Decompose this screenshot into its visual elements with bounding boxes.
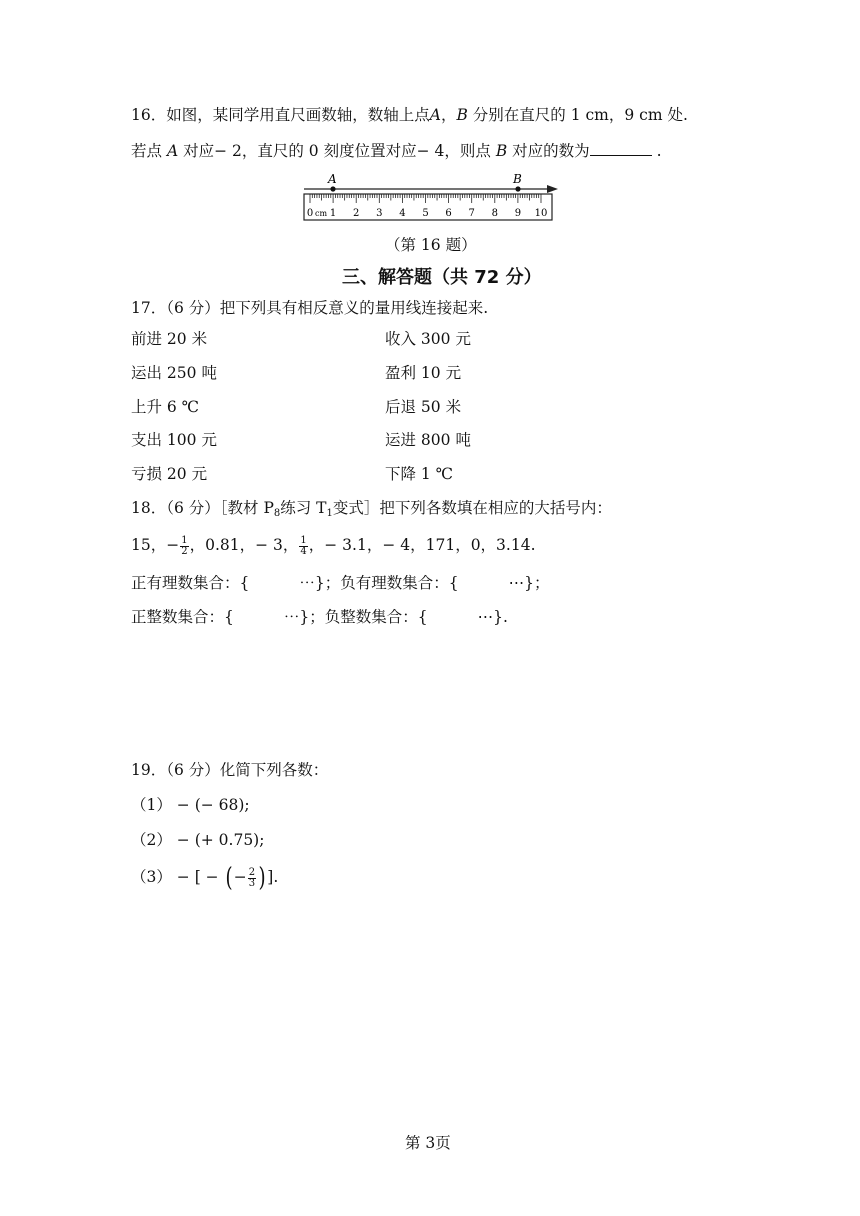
q17-right-item[interactable]: 盈利 10 元 [385,364,462,382]
ruler-tick-label: 10 [534,208,548,219]
q16-caption: （第 16 题） [385,236,477,254]
q16-var-a: A [429,106,441,124]
q19-part3: （3） − [ − (− $\frac{2}{3}$ )]. [131,863,279,893]
q19-part2: （2） − (+ 0.75); [131,831,265,849]
q16-var-b: B [456,106,468,124]
ruler-figure [300,170,562,226]
q17-stem: 17．（6 分）把下列具有相反意义的量用线连接起来. [131,299,489,317]
ruler-tick-label: 0 [306,208,314,219]
ruler-unit-label: cm [315,209,328,218]
ruler-tick-label: 3 [376,208,383,219]
q17-left-item[interactable]: 运出 250 吨 [131,364,217,382]
ruler-tick-label: 1 [329,208,337,219]
ruler-tick-label: 6 [445,208,452,219]
arrow-icon [547,185,558,193]
q17-right-item[interactable]: 后退 50 米 [385,398,462,416]
ruler-tick-label: 2 [353,208,360,219]
page-number: 第 3页 [405,1134,451,1152]
q19-part1: （1） − (− 68); [131,796,250,814]
q17-right-item[interactable]: 运进 800 吨 [385,431,471,449]
ruler-tick-label: 5 [422,208,429,219]
ruler-tick-label: 8 [491,208,498,219]
q16-line2: 若点 A 对应− 2，直尺的 0 刻度位置对应− 4，则点 B 对应的数为 . [131,142,662,160]
q17-left-item[interactable]: 上升 6 ℃ [131,398,200,416]
point-a-dot [330,186,335,191]
point-b-label: B [513,172,522,186]
ruler-tick-label: 4 [399,208,406,219]
frac-two-thirds: $\frac{2}{3}$ [248,866,256,889]
q16-answer-blank[interactable] [590,141,652,156]
section-title: 三、解答题（共 72 分） [342,267,542,288]
q16-line1: 16．如图，某同学用直尺画数轴，数轴上点A，B 分别在直尺的 1 cm，9 cm 处. [131,106,688,124]
ruler-tick-label: 9 [514,208,522,219]
q18-sets-row2: 正整数集合：{ ⋯}；负整数集合：{ ⋯}. [131,608,508,626]
q17-right-item[interactable]: 下降 1 ℃ [385,465,454,483]
q17-left-item[interactable]: 支出 100 元 [131,431,217,449]
q18-numbers: 15，− $\frac{1}{2}$ ，0.81，− 3， $\frac{1}{4}$ ，− 3.1，− 4，171，0，3.14. [131,534,536,557]
point-b-dot [515,186,520,191]
q17-left-item[interactable]: 前进 20 米 [131,330,208,348]
q18-sets-row1: 正有理数集合：{ ⋯}；负有理数集合：{ ⋯}； [131,574,550,592]
q18-stem: 18．（6 分）［教材 $P_8$练习 $T_1$变式］把下列各数填在相应的大括号内： [131,499,612,519]
frac-one-half: $\frac{1}{2}$ [181,534,188,557]
ruler-tick-label: 7 [468,208,475,219]
q17-left-item[interactable]: 亏损 20 元 [131,465,208,483]
point-a-label: A [328,172,337,186]
frac-one-quarter: $\frac{1}{4}$ [300,534,307,557]
q17-right-item[interactable]: 收入 300 元 [385,330,471,348]
q19-stem: 19．（6 分）化简下列各数： [131,761,329,779]
